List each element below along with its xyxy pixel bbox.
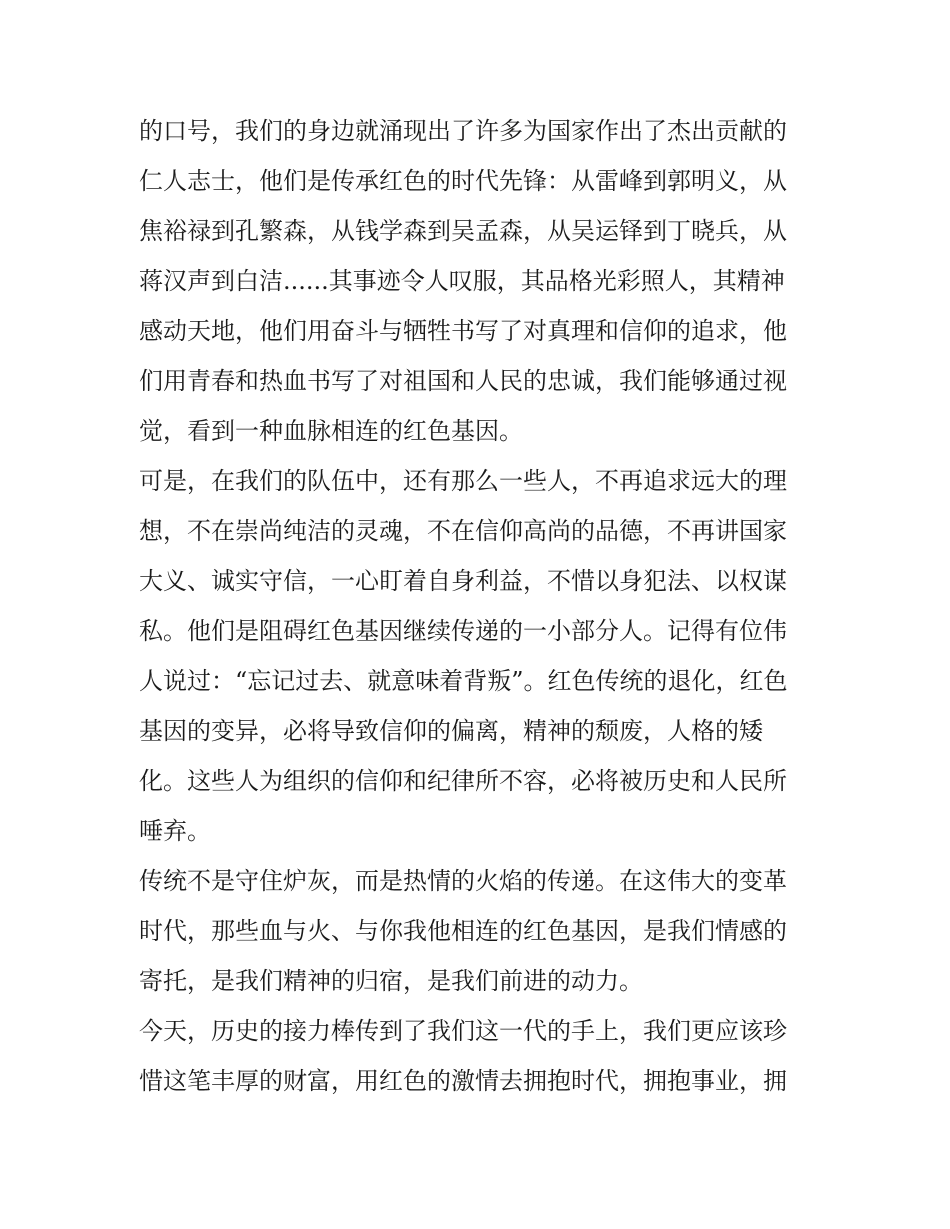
text-line: 今天，历史的接力棒传到了我们这一代的手上，我们更应该珍 (139, 1017, 787, 1045)
body-text (139, 106, 819, 1106)
text-line: 人说过：“忘记过去、就意味着背叛”。红色传统的退化，红色 (139, 667, 788, 695)
text-line: 惜这笔丰厚的财富，用红色的激情去拥抱时代，拥抱事业，拥 (139, 1067, 787, 1095)
text-line: 化。这些人为组织的信仰和纪律所不容，必将被历史和人民所 (139, 767, 787, 795)
text-line: 可是，在我们的队伍中，还有那么一些人，不再追求远大的理 (139, 467, 787, 495)
text-line: 焦裕禄到孔繁森，从钱学森到吴孟森，从吴运铎到丁晓兵，从 (139, 217, 787, 245)
text-line: 大义、诚实守信，一心盯着自身利益，不惜以身犯法、以权谋 (139, 567, 787, 595)
text-line: 觉，看到一种血脉相连的红色基因。 (139, 417, 523, 445)
paragraph-2 (139, 456, 819, 856)
text-line: 私。他们是阻碍红色基因继续传递的一小部分人。记得有位伟 (139, 617, 787, 645)
paragraph-1 (139, 106, 819, 456)
text-line: 时代，那些血与火、与你我他相连的红色基因，是我们情感的 (139, 917, 787, 945)
text-line: 感动天地，他们用奋斗与牺牲书写了对真理和信仰的追求，他 (139, 317, 787, 345)
text-line: 们用青春和热血书写了对祖国和人民的忠诚，我们能够通过视 (139, 367, 787, 395)
text-line: 传统不是守住炉灰，而是热情的火焰的传递。在这伟大的变革 (139, 867, 787, 895)
text-line: 的口号，我们的身边就涌现出了许多为国家作出了杰出贡献的 (139, 117, 787, 145)
text-line: 寄托，是我们精神的归宿，是我们前进的动力。 (139, 967, 643, 995)
text-line: 仁人志士，他们是传承红色的时代先锋：从雷峰到郭明义，从 (139, 167, 787, 195)
paragraph-4 (139, 1006, 819, 1106)
text-line: 基因的变异，必将导致信仰的偏离，精神的颓废，人格的矮 (139, 717, 763, 745)
text-line: 唾弃。 (139, 817, 211, 845)
text-line: 蒋汉声到白洁......其事迹令人叹服，其品格光彩照人，其精神 (139, 267, 785, 295)
text-line: 想，不在崇尚纯洁的灵魂，不在信仰高尚的品德，不再讲国家 (139, 517, 787, 545)
paragraph-3 (139, 856, 819, 1006)
